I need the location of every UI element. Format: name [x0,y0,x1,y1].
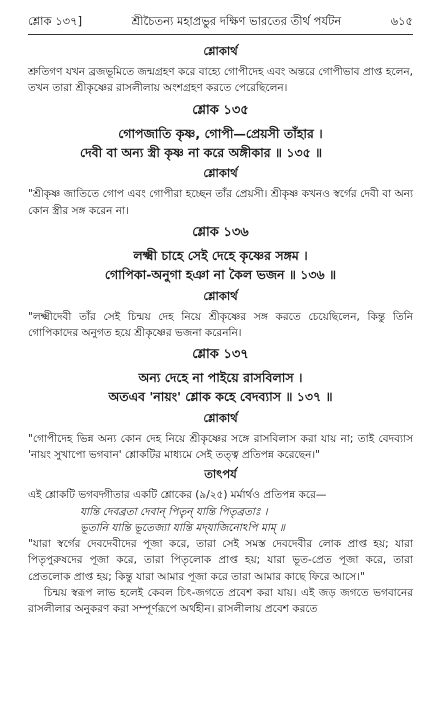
verse-line: গোপজাতি কৃষ্ণ, গোপী—প্রেয়সী তাঁহার । [118,125,323,141]
sanskrit-quote-line: ভূতানি যান্তি ভূতেজ্যা যান্তি মদ্‌যাজিনোঽপি মাম্ ॥ [80,521,285,534]
translation-paragraph: শ্রুতিগণ যখন ব্রজভূমিতে জন্মগ্রহণ করে বাহ্যে গোপীদেহ এবং অন্তরে গোপীভাব প্রাপ্ত হলেন, তখন তারা শ্রীকৃষ্ণের রাসলীলায় অংশগ্রহণ করতে পেরেছিলেন। [28,66,413,95]
page-number: ৬১৫ [390,13,413,28]
translation-heading: শ্লোকার্থ [203,44,238,58]
verse-line: দেবী বা অন্য স্ত্রী কৃষ্ণ না করে অঙ্গীকার ॥ ১৩৫ ॥ [80,144,323,160]
verse-line: গোপিকা-অনুগা হঞা না কৈল ভজন ॥ ১৩৬ ॥ [104,267,337,283]
sanskrit-quote-line: যান্তি দেবব্রতা দেবান্ পিতৄন্ যান্তি পিতৃব্রতাঃ । [80,505,268,518]
purport-paragraph: "যারা স্বর্গের দেবদেবীদের পূজা করে, তারা সেই সমস্ত দেবদেবীর লোক প্রাপ্ত হয়; যারা পিতৃপুরুষদের পূজা করে, তারা পিতৃলোক প্রাপ্ত হয়; যারা ভূত-প্রেত পূজা করে, তারা প্রেতলোক প্রাপ্ত হয়; কিন্তু যারা আমার পূজা করে তারা আমার কাছে ফিরে আসে।" [28,538,413,583]
verse-heading: শ্লোক ১৩৬ [192,224,249,240]
page-content [28,40,413,618]
verse-heading: শ্লোক ১৩৭ [192,347,249,363]
translation-paragraph: "শ্রীকৃষ্ণ জাতিতে গোপ এবং গোপীরা হচ্ছেন তাঁর প্রেয়সী। শ্রীকৃষ্ণ কখনও স্বর্গের দেবী বা অন্য কোন স্ত্রীর সঙ্গ করেন না। [28,188,413,217]
running-header [28,10,413,35]
header-verse-ref: শ্লোক ১৩৭] [28,13,83,28]
translation-heading: শ্লোকার্থ [203,288,238,303]
purport-paragraph: চিন্ময় স্বরূপ লাভ হলেই কেবল চিৎ-জগতে প্রবেশ করা যায়। এই জড় জগতে ভগবানের রাসলীলার অনুকরণ করা সম্পূর্ণরূপে অর্থহীন। রাসলীলায় প্রবেশ করতে [28,586,413,616]
header-chapter-title: শ্রীচৈতন্য মহাপ্রভুর দক্ষিণ ভারতের তীর্থ পর্যটন [131,13,342,28]
verse-heading: শ্লোক ১৩৫ [192,102,249,118]
purport-paragraph: এই শ্লোকটি ভগবদ্গীতার একটি শ্লোকের (৯/২৫) মর্মার্থও প্রতিপন্ন করে— [28,489,327,502]
verse-line: লক্ষ্মী চাহে সেই দেহে কৃষ্ণের সঙ্গম । [133,247,308,263]
translation-paragraph: "লক্ষ্মীদেবী তাঁর সেই চিন্ময় দেহ নিয়ে শ্রীকৃষ্ণের সঙ্গ করতে চেয়েছিলেন, কিন্তু তিনি গোপিকাদের অনুগত হয়ে শ্রীকৃষ্ণের ভজনা করেননি। [28,310,413,339]
verse-line: অন্য দেহে না পাইয়ে রাসবিলাস । [138,370,303,386]
verse-line: অতএব 'নায়ং' শ্লোক কহে বেদব্যাস ॥ ১৩৭ ॥ [108,389,333,405]
translation-heading: শ্লোকার্থ [203,166,238,181]
translation-heading: শ্লোকার্থ [203,410,238,425]
translation-paragraph: "গোপীদেহ ভিন্ন অন্য কোন দেহ নিয়ে শ্রীকৃষ্ণের সঙ্গে রাসবিলাস করা যায় না; তাই বেদব্যাস 'নায়ং সুখাপো ভগবান' শ্লোকটির মাধ্যমে সেই তত্ত্ব প্রতিপন্ন করেছেন।" [28,432,413,462]
purport-heading: তাৎপর্য [204,467,237,482]
